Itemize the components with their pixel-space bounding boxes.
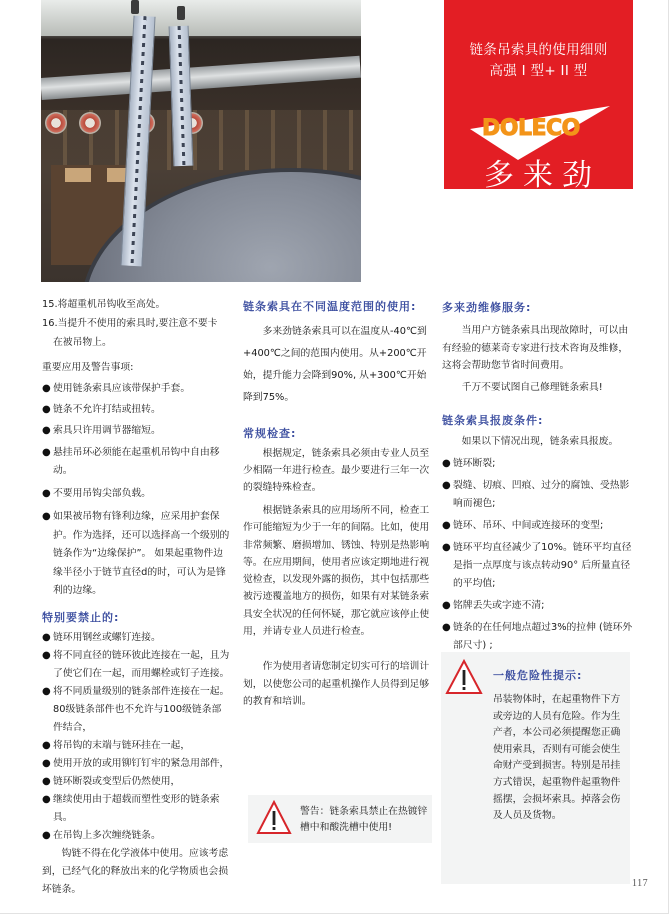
- title-panel: [444, 0, 633, 193]
- bullet-item: ● 链环、吊环、中间或连接环的变型;: [442, 518, 634, 534]
- bullet-item: ● 链条的在任何地点超过3%的拉伸 (链环外部尺寸) ;: [442, 619, 634, 655]
- section-title-inspection: 常规检查:: [243, 427, 297, 440]
- bullet-item: ● 裂缝、切痕、凹痕、过分的腐蚀、受热影响而褪色;: [442, 477, 634, 513]
- hazard-text: 吊装物体时，在起重物件下方或旁边的人员有危险。作为生产者，本公司必须提醒您正确使用索具，否则有可能会使生命财产受到损害。特别是吊挂方式错误，起重物件起重物件摇摆，会损坏索具。掉落会伤及人员及货物。: [493, 694, 621, 822]
- general-hazard-box: [441, 652, 630, 884]
- warning-triangle-icon: [256, 800, 292, 836]
- bullet-item: ● 在吊钩上多次缠绕链条。: [42, 827, 230, 845]
- photo-ceiling: [41, 0, 361, 36]
- photo-pipe: [41, 56, 361, 100]
- photo-spool: [79, 112, 101, 134]
- temperature-text: 多来劲链条索具可以在温度从-40℃到+400℃之间的范围内使用。从+200℃开始，提升能力会降到90%, 从+300℃开始降到75%。: [243, 326, 427, 403]
- page-number: 117: [632, 878, 649, 889]
- bullet-item: ● 悬挂吊环必须能在起重机吊钩中自由移动。: [42, 444, 230, 480]
- bullet-item: ● 继续使用由于超载而塑性变形的链条索具。: [42, 791, 230, 827]
- bullet-item: ● 链条不允许打结或扭转。: [42, 402, 230, 418]
- photo-spool: [45, 112, 67, 134]
- galvanizing-warning-text: 警告：链条索具禁止在热镀锌槽中和酸洗槽中使用!: [300, 806, 428, 833]
- numbered-item: 15.将超重机吊钩收至高处。: [42, 299, 166, 310]
- doc-title: 链条吊索具的使用细则: [469, 42, 608, 58]
- hazard-title: 一般危险性提示:: [493, 669, 583, 682]
- bullet-item: ● 如果被吊物有锋利边缘，应采用护套保护。作为选择，还可以选择高一个级别的链条作为“边缘保护”。 如果起重物件边缘半径小于链节直径d的时，可认为是锋利的边缘。: [42, 508, 230, 601]
- numbered-item: 16.当提升不使用的索具时,要注意不要卡: [42, 318, 218, 329]
- bullet-item: ● 链环断裂;: [442, 456, 634, 472]
- photo-hook: [131, 0, 139, 14]
- warning-triangle-icon: [445, 659, 483, 695]
- chemical-note: 钩链不得在化学液体中使用。应该考虑到，已经气化的释放出来的化学物质也会损坏链条。: [42, 847, 229, 895]
- bullet-item: ● 将吊钩的末端与链环挂在一起，: [42, 737, 230, 755]
- column-left: [42, 297, 230, 899]
- chain-sling-photo: [41, 0, 361, 282]
- section-title-important: 重要应用及警告事项:: [42, 362, 134, 373]
- bullet-item: ● 将不同质量级别的链条部件连接在一起。80级链条部件也不允许与100级链条部件结合，: [42, 683, 230, 737]
- doc-subtitle: 高强 I 型+ II 型: [489, 63, 588, 79]
- brand-logo: DOLECO: [482, 116, 580, 141]
- inspection-paragraph: 根据规定，链条索具必须由专业人员至少相隔一年进行检查。最少要进行三年一次的裂缝特殊检查。: [243, 448, 430, 493]
- brand-name-cn: 多来劲: [484, 158, 601, 193]
- numbered-item-cont: 在被吊物上。: [53, 337, 112, 348]
- box-label: [65, 168, 91, 182]
- scrap-intro: 如果以下情况出现，链条索具报废。: [461, 435, 619, 447]
- section-title-temperature: 链条索具在不同温度范围的使用:: [243, 300, 417, 313]
- section-title-service: 多来劲维修服务:: [442, 301, 532, 314]
- bullet-item: ● 链环用钢丝或螺钉连接。: [42, 629, 230, 647]
- column-right: [442, 300, 634, 676]
- bullet-item: ● 链环断裂或变型后仍然使用，: [42, 773, 230, 791]
- photo-hook: [177, 6, 185, 20]
- service-paragraph: 当用户方链条索具出现故障时，可以由有经验的德莱奇专家进行技术咨询及维修，这将会帮助您节省时间费用。: [442, 325, 629, 371]
- section-title-scrap: 链条索具报废条件:: [442, 413, 544, 427]
- bullet-item: ● 不要用吊钩尖部负载。: [42, 486, 230, 502]
- column-middle: [243, 299, 430, 710]
- training-paragraph: 作为使用者请您制定切实可行的培训计划，以使您公司的起重机操作人员得到足够的教育和培训。: [243, 661, 430, 707]
- photo-sling-right: [169, 26, 194, 167]
- bullet-item: ● 铭牌丢失或字迹不清;: [442, 598, 634, 614]
- service-warning: 千万不要试图自己修理链条索具!: [461, 381, 603, 393]
- bullet-item: ● 链环平均直径减少了10%。链环平均直径是指一点厚度与该点转动90° 后所量直径的平均值;: [442, 539, 634, 593]
- bullet-item: ● 索具只许用调节器缩短。: [42, 423, 230, 439]
- section-title-forbidden: 特别要禁止的:: [42, 610, 120, 624]
- galvanizing-warning-box: [248, 795, 432, 843]
- bullet-item: ● 使用开放的或用铆钉钉牢的紧急用部件，: [42, 755, 230, 773]
- bullet-item: ● 将不同直径的链环彼此连接在一起，且为了使它们在一起，而用螺栓或钉子连接。: [42, 647, 230, 683]
- inspection-paragraph: 根据链条索具的应用场所不同，检查工作可能缩短为少于一年的间隔。比如，使用非常频繁、磨损增加、锈蚀、特别是热影响等。在应用期间，使用者应该定期地进行视觉检查，以发现外露的损伤，其中包括那些被污迹覆盖地方的损伤，如果有对某链条索具安全状况的任何怀疑，那它就应该停止使用，并请专业人员进行检查。: [243, 505, 430, 638]
- bullet-item: ● 使用链条索具应该带保护手套。: [42, 381, 230, 397]
